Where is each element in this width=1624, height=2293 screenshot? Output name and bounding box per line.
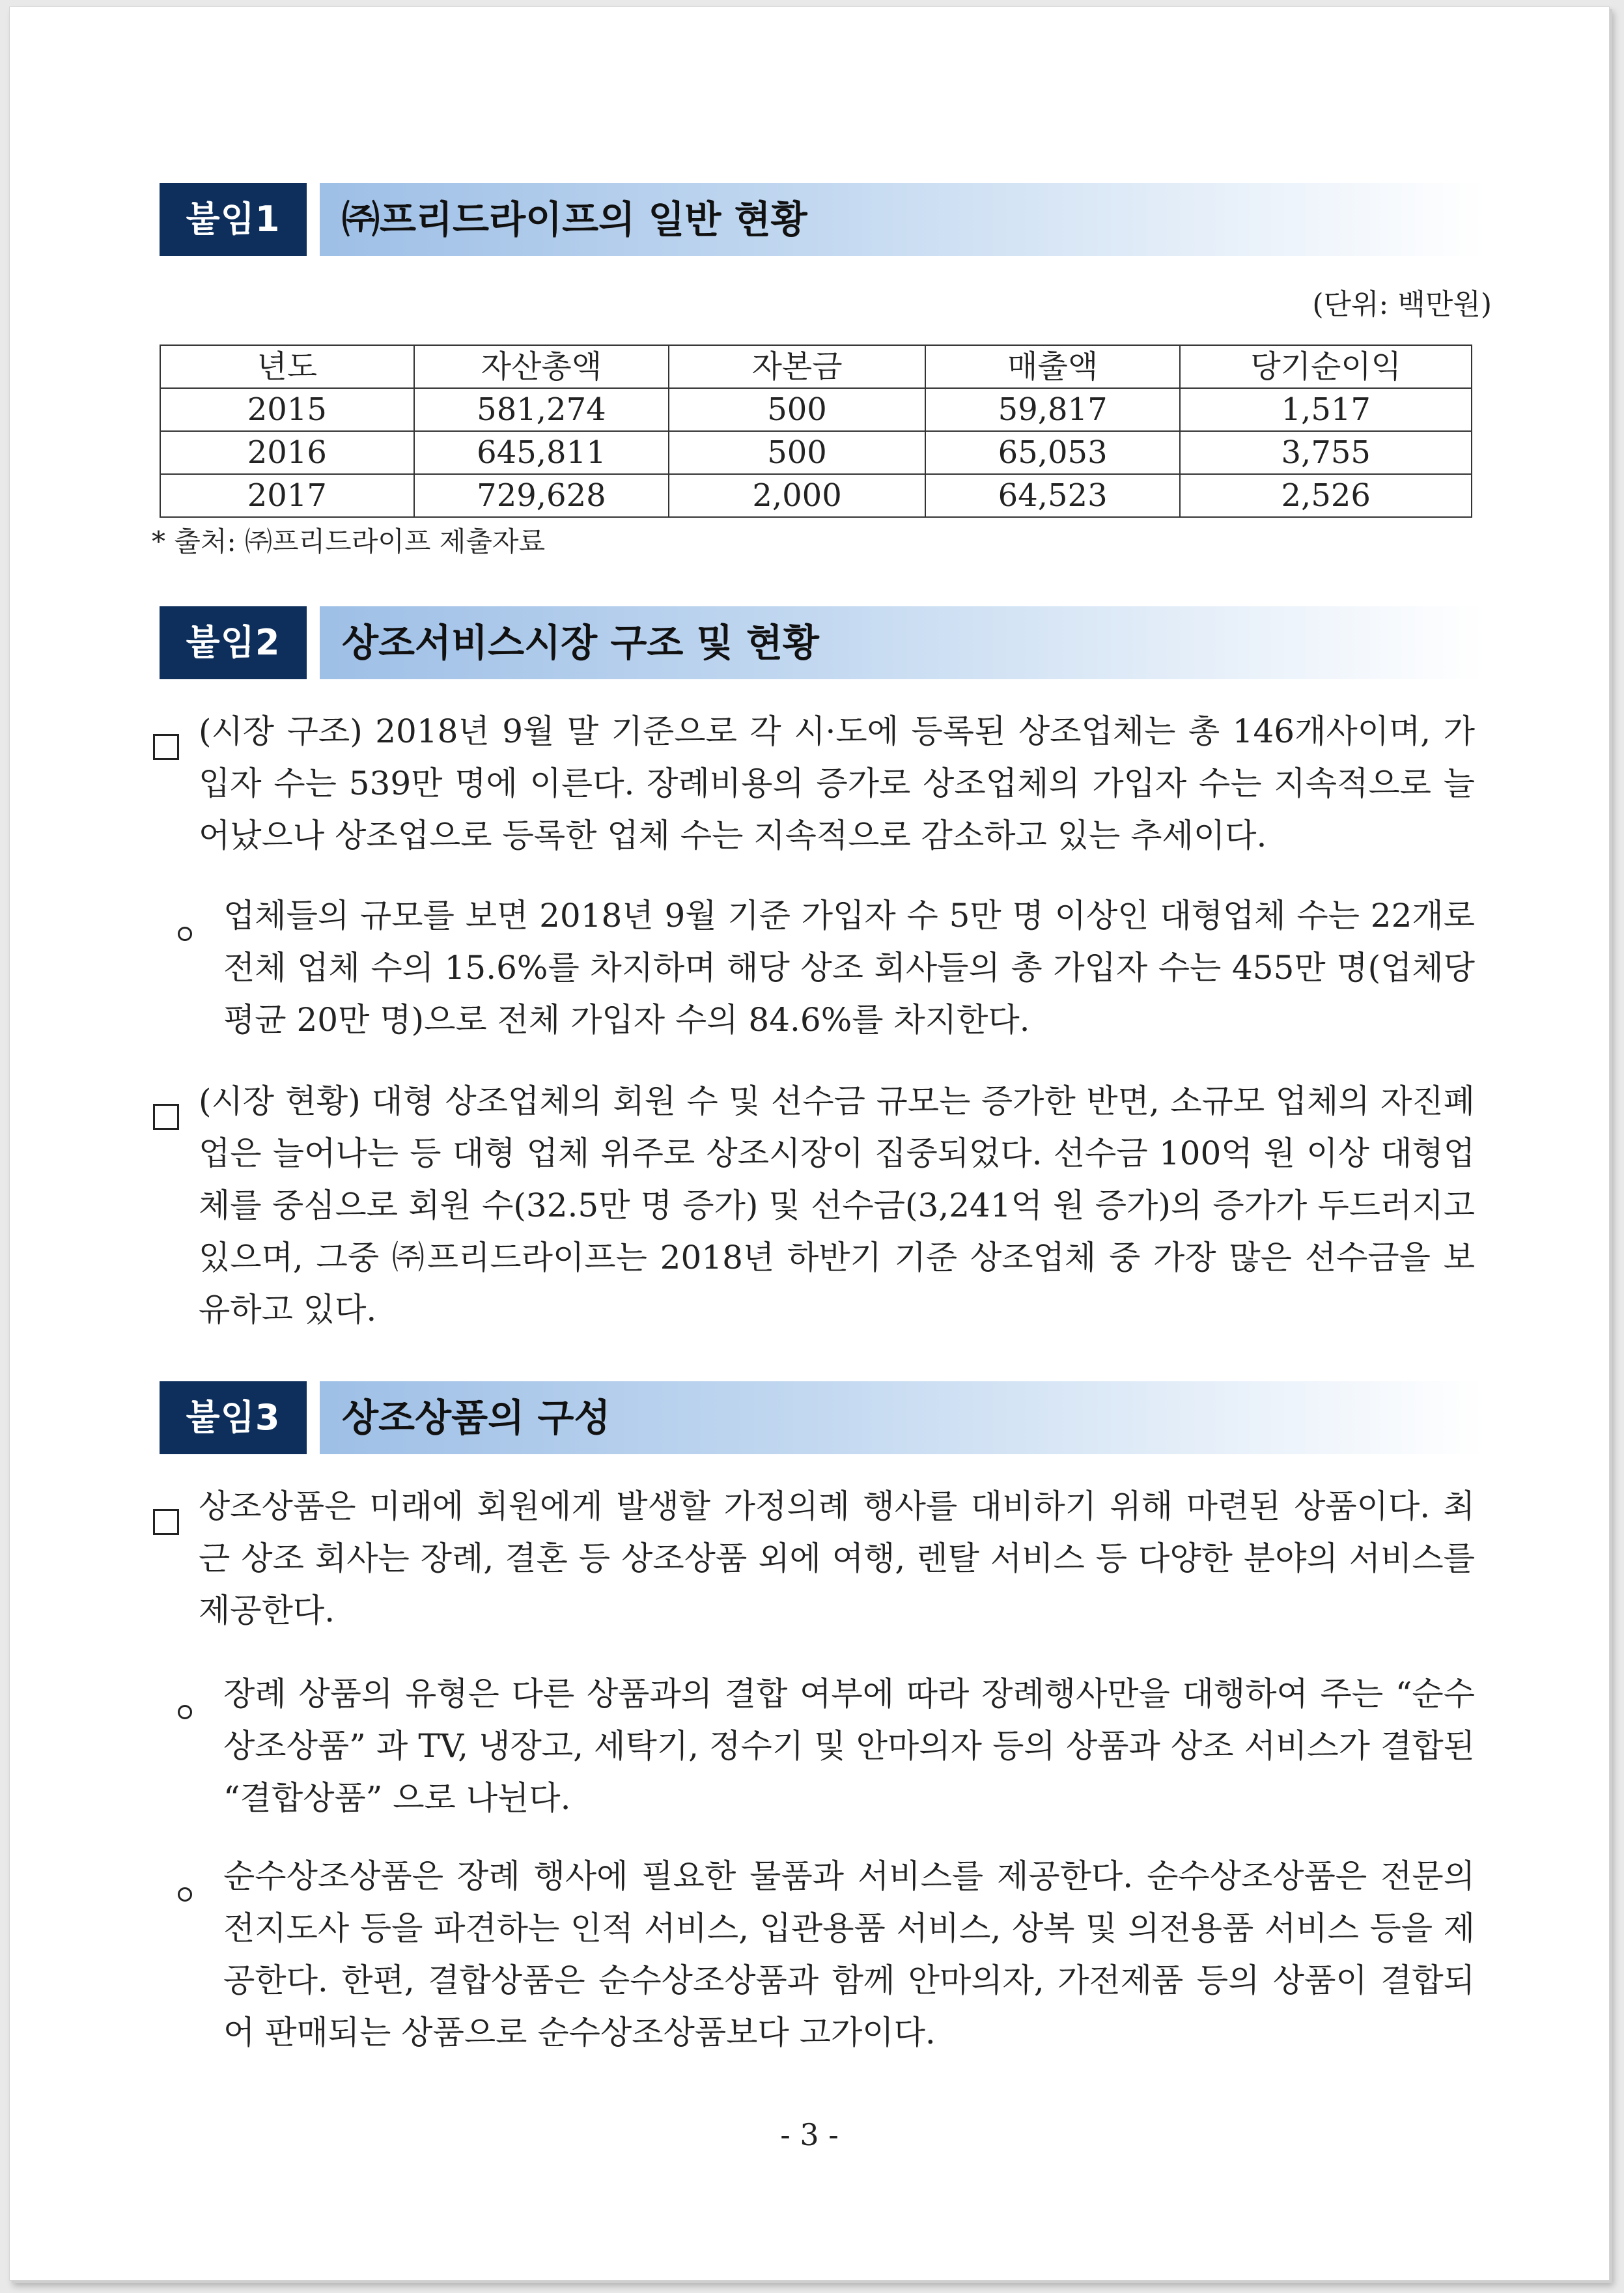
- table-cell: 59,817: [925, 388, 1181, 431]
- paragraph-large-firms: [178, 890, 1475, 1052]
- section-2-label: 붙임2: [160, 606, 307, 679]
- table-header: 자산총액: [414, 345, 669, 388]
- section-3-title: 상조상품의 구성: [320, 1381, 1485, 1454]
- table-cell: 65,053: [925, 431, 1181, 474]
- table-row: [160, 474, 1472, 517]
- square-bullet-icon: [153, 1088, 179, 1140]
- square-bullet-icon: [153, 718, 179, 770]
- paragraph-market-structure: [153, 705, 1475, 868]
- paragraph-product-types: [178, 1668, 1475, 1831]
- table-cell: 645,811: [414, 431, 669, 474]
- table-header: 년도: [160, 345, 414, 388]
- paragraph-text: 업체들의 규모를 보면 2018년 9월 기준 가입자 수 5만 명 이상인 대형업체 수는 22개로 전체 업체 수의 15.6%를 차지하며 해당 상조 회사들의 총 가입자 수는 455만 명(업체당 평균 20만 명)으로 전체 가입자 수의 84.6%를 차지한다.: [223, 897, 1475, 1039]
- table-row: [160, 431, 1472, 474]
- table-header-row: [160, 345, 1472, 388]
- paragraph-pure-products: [178, 1850, 1475, 2065]
- table-cell: 64,523: [925, 474, 1181, 517]
- table-header: 자본금: [669, 345, 925, 388]
- table-header: 당기순이익: [1180, 345, 1472, 388]
- table-row: [160, 388, 1472, 431]
- document-page: [9, 7, 1610, 2281]
- table-cell: 729,628: [414, 474, 669, 517]
- table-cell: 500: [669, 388, 925, 431]
- paragraph-text: (시장 구조) 2018년 9월 말 기준으로 각 시·도에 등록된 상조업체는 총 146개사이며, 가입자 수는 539만 명에 이른다. 장례비용의 증가로 상조업체의 가입자 수는 지속적으로 늘어났으나 상조업으로 등록한 업체 수는 지속적으로 감소하고 있는 추세이다.: [199, 712, 1475, 854]
- table-cell: 500: [669, 431, 925, 474]
- section-3-label: 붙임3: [160, 1381, 307, 1454]
- table-header: 매출액: [925, 345, 1181, 388]
- paragraph-text: 장례 상품의 유형은 다른 상품과의 결합 여부에 따라 장례행사만을 대행하여 주는 “순수상조상품” 과 TV, 냉장고, 세탁기, 정수기 및 안마의자 등의 상품과 상조 서비스가 결합된 “결합상품” 으로 나뉜다.: [223, 1675, 1475, 1817]
- section-2-title: 상조서비스시장 구조 및 현황: [320, 606, 1485, 679]
- table-cell: 581,274: [414, 388, 669, 431]
- table-cell: 2015: [160, 388, 414, 431]
- table-cell: 2,000: [669, 474, 925, 517]
- table-source-note: * 출처: ㈜프리드라이프 제출자료: [152, 526, 546, 557]
- paragraph-product-definition: [153, 1480, 1475, 1643]
- page-number: - 3 -: [780, 2117, 839, 2152]
- table-cell: 3,755: [1180, 431, 1472, 474]
- table-cell: 2017: [160, 474, 414, 517]
- circle-bullet-icon: [178, 1683, 192, 1736]
- table-cell: 2,526: [1180, 474, 1472, 517]
- paragraph-text: 상조상품은 미래에 회원에게 발생할 가정의례 행사를 대비하기 위해 마련된 상품이다. 최근 상조 회사는 장례, 결혼 등 상조상품 외에 여행, 렌탈 서비스 등 다양한 분야의 서비스를 제공한다.: [199, 1487, 1475, 1629]
- section-1-title: ㈜프리드라이프의 일반 현황: [320, 183, 1485, 256]
- table-cell: 1,517: [1180, 388, 1472, 431]
- paragraph-text: (시장 현황) 대형 상조업체의 회원 수 및 선수금 규모는 증가한 반면, 소규모 업체의 자진폐업은 늘어나는 등 대형 업체 위주로 상조시장이 집중되었다. 선수금 100억 원 이상 대형업체를 중심으로 회원 수(32.5만 명 증가) 및 선수금(3,241억 원 증가)의 증가가 두드러지고 있으며, 그중 ㈜프리드라이프는 2018년 하반기 기준 상조업체 중 가장 많은 선수금을 보유하고 있다.: [199, 1082, 1475, 1329]
- paragraph-market-status: [153, 1075, 1475, 1342]
- table-cell: 2016: [160, 431, 414, 474]
- paragraph-text: 순수상조상품은 장례 행사에 필요한 물품과 서비스를 제공한다. 순수상조상품은 전문의전지도사 등을 파견하는 인적 서비스, 입관용품 서비스, 상복 및 의전용품 서비스 등을 제공한다. 한편, 결합상품은 순수상조상품과 함께 안마의자, 가전제품 등의 상품이 결합되어 판매되는 상품으로 순수상조상품보다 고가이다.: [223, 1857, 1475, 2051]
- circle-bullet-icon: [178, 1866, 192, 1918]
- section-1-label: 붙임1: [160, 183, 307, 256]
- table-unit: (단위: 백만원): [1312, 288, 1492, 321]
- square-bullet-icon: [153, 1493, 179, 1545]
- circle-bullet-icon: [178, 905, 192, 957]
- financial-table: [160, 345, 1472, 518]
